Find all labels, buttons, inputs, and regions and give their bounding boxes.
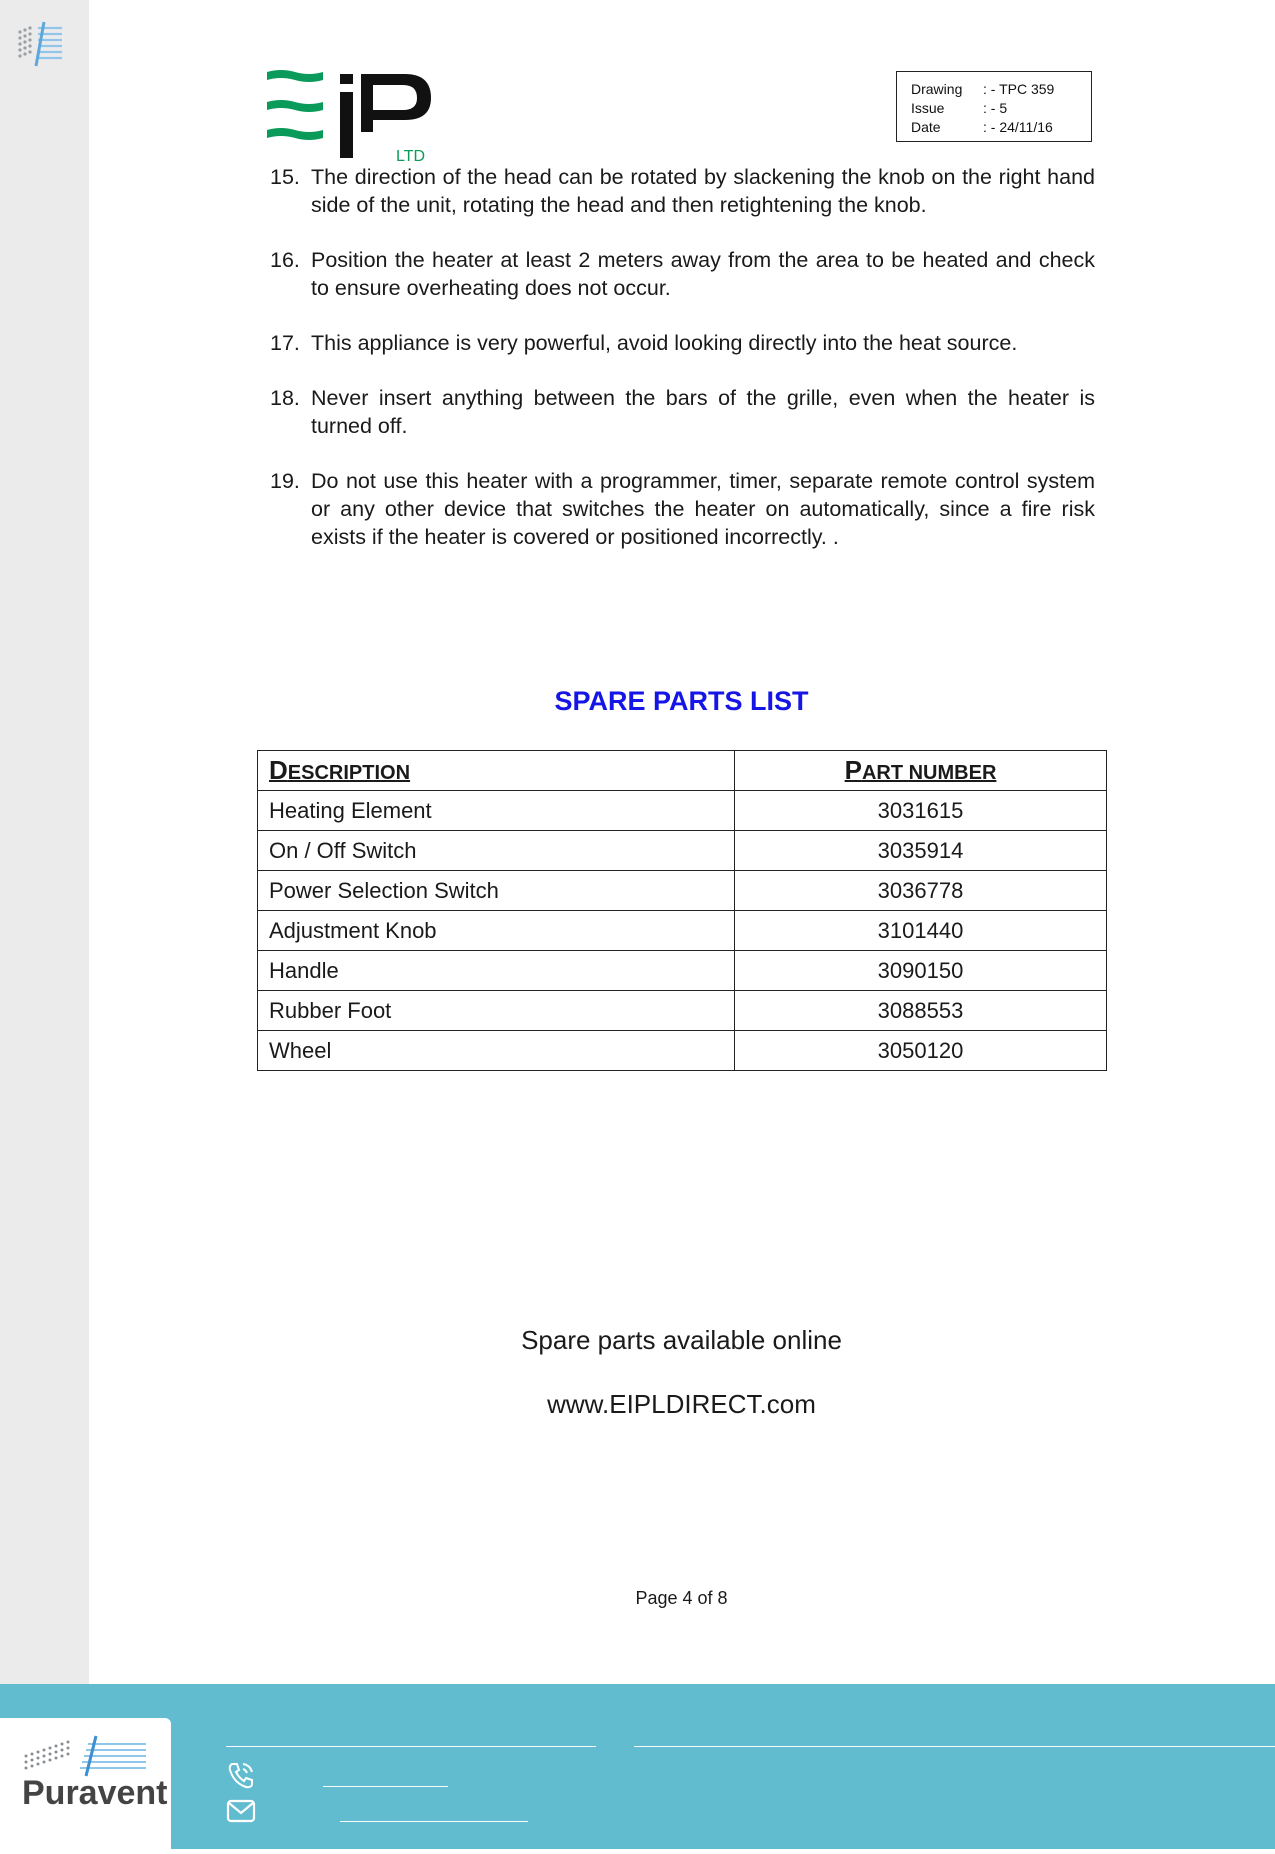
spare-parts-title: SPARE PARTS LIST [554, 686, 809, 716]
instruction-item [270, 163, 1095, 219]
part-description: Power Selection Switch [258, 871, 735, 911]
table-row [258, 991, 1107, 1031]
part-description: Heating Element [258, 791, 735, 831]
date-label: Date [911, 119, 941, 135]
website-link[interactable]: www.EIPLDIRECT.com [547, 1389, 816, 1419]
table-row [258, 951, 1107, 991]
drawing-value: : - TPC 359 [983, 81, 1055, 97]
drawing-row [911, 80, 1091, 99]
part-number: 3050120 [735, 1031, 1107, 1071]
part-number: 3035914 [735, 831, 1107, 871]
footer-divider [226, 1746, 596, 1747]
email-icon[interactable] [226, 1798, 256, 1824]
table-row [258, 831, 1107, 871]
instruction-item [270, 467, 1095, 551]
description-header-rest: ESCRIPTION [287, 762, 411, 784]
puravent-logo-icon [0, 1718, 171, 1849]
part-header-initial: P [844, 755, 862, 785]
puravent-logo [0, 1718, 171, 1849]
footer-divider [634, 1746, 1275, 1747]
date-row [911, 118, 1091, 137]
part-description: Rubber Foot [258, 991, 735, 1031]
description-header-initial: D [269, 755, 288, 785]
part-description: Adjustment Knob [258, 911, 735, 951]
phone-icon[interactable] [226, 1760, 256, 1790]
part-description: Wheel [258, 1031, 735, 1071]
instruction-text: Never insert anything between the bars of the grille, even when the heater is turned off. [311, 386, 1095, 438]
part-number: 3101440 [735, 911, 1107, 951]
footer-bar [0, 1684, 1275, 1849]
number-header: NUMBER [908, 762, 997, 784]
date-value: : - 24/11/16 [983, 119, 1053, 135]
online-notice: Spare parts available online [521, 1325, 842, 1355]
instruction-text: Do not use this heater with a programmer, timer, separate remote control system or any other device that switches the heater on automatically, since a fire risk exists if the heater is covered or positioned incorrectly. . [311, 469, 1095, 549]
table-row [258, 871, 1107, 911]
description-column-header [258, 751, 735, 791]
table-row [258, 791, 1107, 831]
instruction-number: 17. [270, 331, 300, 355]
part-number: 3031615 [735, 791, 1107, 831]
svg-text:LTD: LTD [396, 148, 426, 164]
part-number-column-header [735, 751, 1107, 791]
instruction-item [270, 384, 1095, 440]
table-header-row [258, 751, 1107, 791]
page-number: Page 4 of 8 [635, 1588, 728, 1608]
drawing-label: Drawing [911, 81, 963, 97]
issue-row [911, 99, 1091, 118]
svg-text:Puravent: Puravent [22, 1774, 168, 1812]
part-number: 3090150 [735, 951, 1107, 991]
left-margin-strip [0, 0, 89, 1684]
table-row [258, 911, 1107, 951]
part-description: On / Off Switch [258, 831, 735, 871]
drawing-info-box [896, 71, 1092, 142]
instruction-item [270, 329, 1095, 357]
table-row [258, 1031, 1107, 1071]
part-number: 3088553 [735, 991, 1107, 1031]
eip-logo-icon [265, 68, 445, 164]
instruction-list [270, 163, 1095, 578]
issue-label: Issue [911, 100, 945, 116]
part-number: 3036778 [735, 871, 1107, 911]
instruction-number: 19. [270, 469, 300, 493]
instruction-text: The direction of the head can be rotated by slackening the knob on the right hand side of the unit, rotating the head and then retightening the knob. [311, 165, 1095, 217]
instruction-number: 15. [270, 165, 300, 189]
part-header-rest: ART [861, 762, 904, 784]
part-description: Handle [258, 951, 735, 991]
issue-value: : - 5 [983, 100, 1008, 116]
instruction-number: 16. [270, 248, 300, 272]
corner-logo-icon [16, 20, 66, 70]
spare-parts-table [257, 750, 1107, 1071]
instruction-text: This appliance is very powerful, avoid looking directly into the heat source. [311, 331, 1018, 355]
email-link-underline[interactable] [340, 1821, 528, 1822]
instruction-item [270, 246, 1095, 302]
phone-link-underline[interactable] [323, 1786, 448, 1787]
instruction-number: 18. [270, 386, 300, 410]
instruction-text: Position the heater at least 2 meters away from the area to be heated and check to ensure overheating does not occur. [311, 248, 1095, 300]
